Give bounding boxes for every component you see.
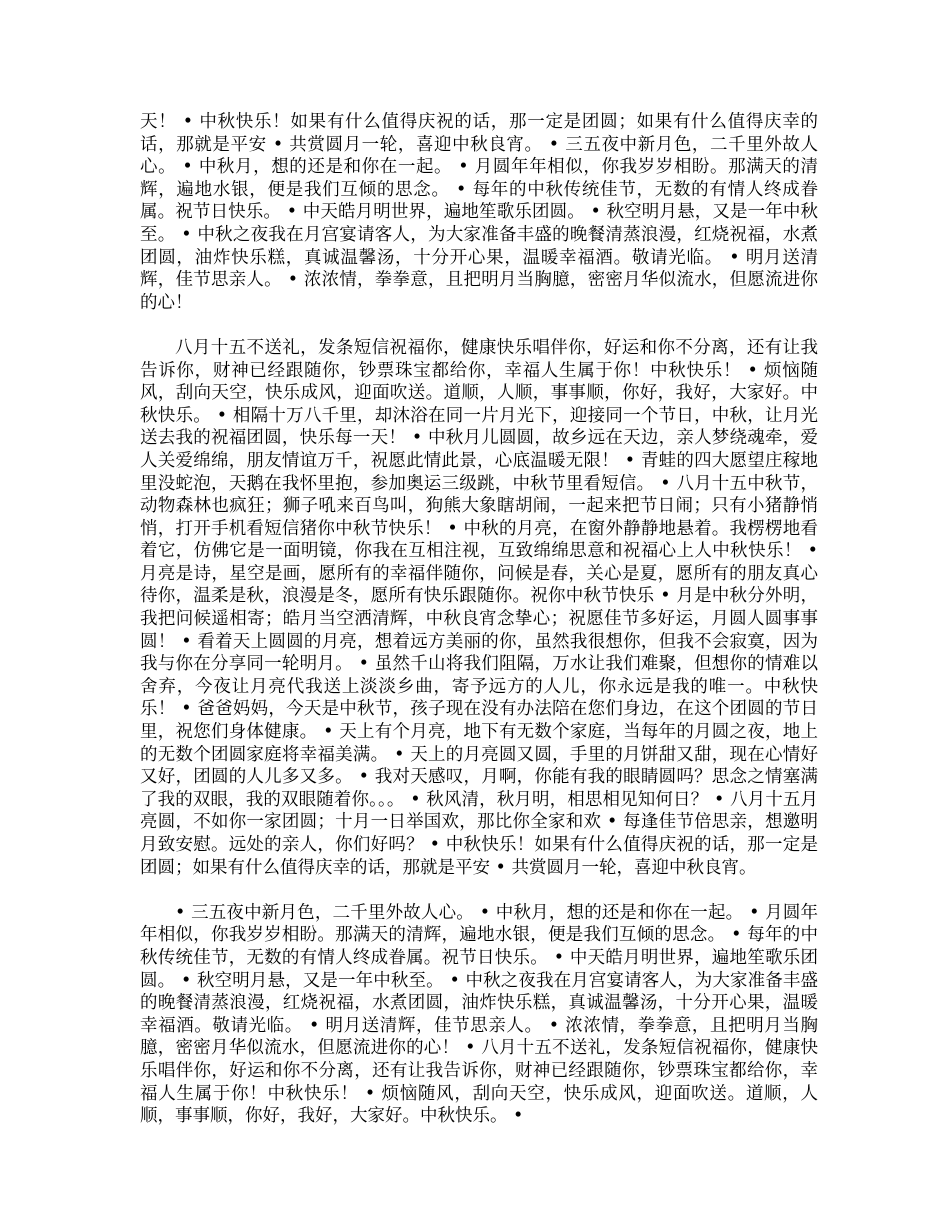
paragraph-1: 天！ • 中秋快乐！如果有什么值得庆祝的话，那一定是团圆；如果有什么值得庆幸的话，那就是平安 • 共赏圆月一轮，喜迎中秋良宵。 • 三五夜中新月色，二千里外故人心。 • 中秋月，想的还是和你在一起。 • 月圆年年相似，你我岁岁相盼。那满天的清辉，遍地水银，便是我们互倾的思念。 • 每年的中秋传统佳节，无数的有情人终成眷属。祝节日快乐。 • 中天皓月明世界，遍地笙歌乐团圆。 • 秋空明月悬，又是一年中秋至。 • 中秋之夜我在月宫宴请客人，为大家准备丰盛的晚餐清蒸浪漫，红烧祝福，水煮团圆，油炸快乐糕，真诚温馨汤，十分开心果，温暖幸福酒。敬请光临。 • 明月送清辉，佳节思亲人。 • 浓浓情，拳拳意，且把明月当胸臆，密密月华似流水，但愿流进你的心！: [140, 112, 818, 313]
paragraph-gap: [140, 314, 818, 337]
paragraph-2: 八月十五不送礼，发条短信祝福你，健康快乐唱伴你，好运和你不分离，还有让我告诉你，财神已经跟随你，钞票珠宝都给你，幸福人生属于你！中秋快乐！ • 烦恼随风，刮向天空，快乐成风，迎面吹送。道顺，人顺，事事顺，你好，我好，大家好。中秋快乐。 • 相隔十万八千里，却沐浴在同一片月光下，迎接同一个节日，中秋，让月光送去我的祝福团圆，快乐每一天！ • 中秋月儿圆圆，故乡远在天边，亲人梦绕魂牵，爱人关爱绵绵，朋友情谊万千，祝愿此情此景，心底温暖无限！ • 青蛙的四大愿望庄稼地里没蛇泡，天鹅在我怀里抱，参加奥运三级跳，中秋节里看短信。 • 八月十五中秋节，动物森林也疯狂；狮子吼来百鸟叫，狗熊大象瞎胡闹，一起来把节日闹；只有小猪静悄悄，打开手机看短信猪你中秋节快乐！ • 中秋的月亮，在窗外静静地悬着。我楞楞地看着它，仿佛它是一面明镜，你我在互相注视，互致绵绵思意和祝福心上人中秋快乐！ • 月亮是诗，星空是画，愿所有的幸福伴随你，问候是春，关心是夏，愿所有的朋友真心待你，温柔是秋，浪漫是冬，愿所有快乐跟随你。祝你中秋节快乐 • 月是中秋分外明，我把问候遥相寄；皓月当空洒清辉，中秋良宵念挚心；祝愿佳节多好运，月圆人圆事事圆！ • 看着天上圆圆的月亮，想着远方美丽的你，虽然我很想你，但我不会寂寞，因为我与你在分享同一轮明月。 • 虽然千山将我们阻隔，万水让我们难聚，但想你的情难以舍弃，今夜让月亮代我送上淡淡乡曲，寄予远方的人儿，你永远是我的唯一。中秋快乐！ • 爸爸妈妈，今天是中秋节，孩子现在没有办法陪在您们身边，在这个团圆的节日里，祝您们身体健康。 • 天上有个月亮，地下有无数个家庭，当每年的月圆之夜，地上的无数个团圆家庭将幸福美满。 • 天上的月亮圆又圆，手里的月饼甜又甜，现在心情好又好，团圆的人儿多又多。 • 我对天感叹，月啊，你能有我的眼睛圆吗？思念之情塞满了我的双眼，我的双眼随着你。。。 • 秋风清，秋月明，相思相见知何日？ • 八月十五月亮圆，不如你一家团圆；十月一日举国欢，那比你全家和欢 • 每逢佳节倍思亲，想邀明月致安慰。远处的亲人，你们好吗？ • 中秋快乐！如果有什么值得庆祝的话，那一定是团圆；如果有什么值得庆幸的话，那就是平安 • 共赏圆月一轮，喜迎中秋良宵。: [140, 337, 818, 878]
paragraph-gap: [140, 879, 818, 902]
document-page: [140, 111, 818, 1128]
paragraph-3: • 三五夜中新月色，二千里外故人心。 • 中秋月，想的还是和你在一起。 • 月圆年年相似，你我岁岁相盼。那满天的清辉，遍地水银，便是我们互倾的思念。 • 每年的中秋传统佳节，无数的有情人终成眷属。祝节日快乐。 • 中天皓月明世界，遍地笙歌乐团圆。 • 秋空明月悬，又是一年中秋至。 • 中秋之夜我在月宫宴请客人，为大家准备丰盛的晚餐清蒸浪漫，红烧祝福，水煮团圆，油炸快乐糕，真诚温馨汤，十分开心果，温暖幸福酒。敬请光临。 • 明月送清辉，佳节思亲人。 • 浓浓情，拳拳意，且把明月当胸臆，密密月华似流水，但愿流进你的心！ • 八月十五不送礼，发条短信祝福你，健康快乐唱伴你，好运和你不分离，还有让我告诉你，财神已经跟随你，钞票珠宝都给你，幸福人生属于你！中秋快乐！ • 烦恼随风，刮向天空，快乐成风，迎面吹送。道顺，人顺，事事顺，你好，我好，大家好。中秋快乐。 •: [140, 902, 818, 1127]
